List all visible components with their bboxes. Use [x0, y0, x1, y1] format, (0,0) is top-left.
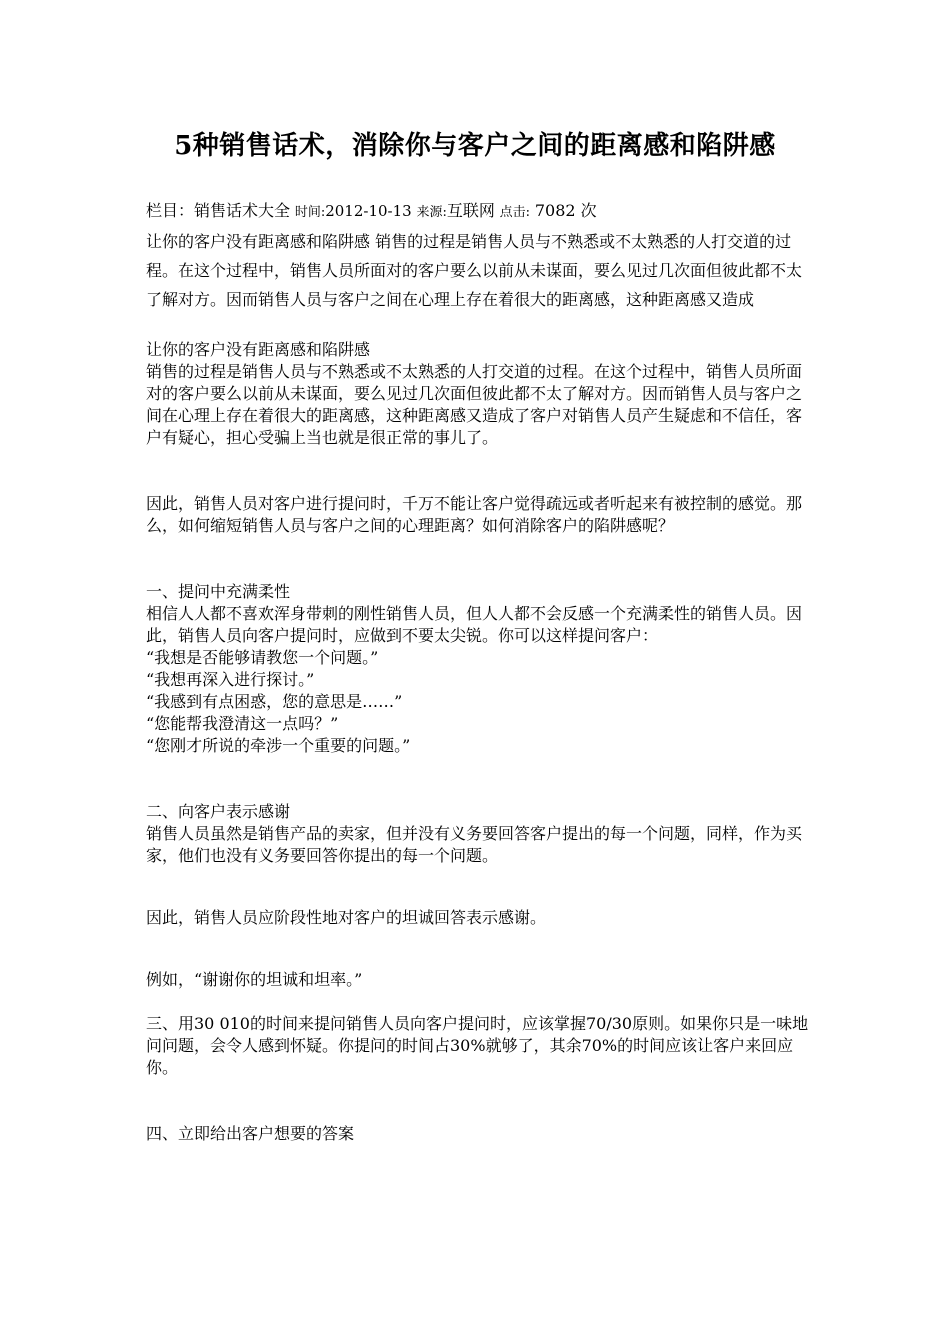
article-meta	[146, 199, 597, 225]
article-title: 5种销售话术，消除你与客户之间的距离感和陷阱感	[174, 131, 776, 161]
paragraph-5: 因此，销售人员应阶段性地对客户的坦诚回答表示感谢。	[146, 908, 547, 927]
paragraph-4: 二、向客户表示感谢 销售人员虽然是销售产品的卖家，但并没有义务要回答客户提出的每一个问题，同样，作为买家，他们也没有义务要回答你提出的每一个问题。	[146, 802, 803, 865]
source-value: 互联网	[446, 201, 495, 220]
clicks-value: 7082 次	[534, 201, 597, 220]
paragraph-1: 让你的客户没有距离感和陷阱感 销售的过程是销售人员与不熟悉或不太熟悉的人打交道的过程。在这个过程中，销售人员所面对的客户要么以前从未谋面，要么见过几次面但彼此都不太了解对方。因而销售人员与客户之间在心理上存在着很大的距离感，这种距离感又造成了客户对销售人员产生疑虑和不信任，客户有疑心，担心受骗上当也就是很正常的事儿了。	[146, 340, 803, 447]
source-label: 来源:	[416, 205, 447, 220]
paragraph-8: 四、立即给出客户想要的答案	[146, 1124, 355, 1143]
paragraph-7: 三、用30 010的时间来提问销售人员向客户提问时，应该掌握70/30原则。如果你只是一味地问问题，会令人感到怀疑。你提问的时间占30%就够了，其余70%的时间应该让客户来回应你。	[146, 1014, 809, 1077]
time-label: 时间:	[294, 205, 326, 220]
article-body	[146, 339, 810, 1145]
paragraph-6: 例如，“谢谢你的坦诚和坦率。”	[146, 970, 363, 989]
paragraph-2: 因此，销售人员对客户进行提问时，千万不能让客户觉得疏远或者听起来有被控制的感觉。那么，如何缩短销售人员与客户之间的心理距离？如何消除客户的陷阱感呢？	[146, 494, 803, 535]
clicks-label: 点击:	[499, 205, 531, 220]
paragraph-3: 一、提问中充满柔性 相信人人都不喜欢浑身带刺的刚性销售人员，但人人都不会反感一个充满柔性的销售人员。因此，销售人员向客户提问时，应做到不要太尖锐。你可以这样提问客户： “我想是否能够请教您一个问题。” “我想再深入进行探讨。” “我感到有点困惑，您的意思是……” “您能帮我澄清这一点吗？” “您刚才所说的牵涉一个重要的问题。”	[146, 582, 803, 755]
column-value[interactable]: 销售话术大全	[194, 201, 291, 220]
time-value: 2012-10-13	[325, 202, 412, 220]
column-label: 栏目：	[146, 201, 195, 220]
article-intro: 让你的客户没有距离感和陷阱感 销售的过程是销售人员与不熟悉或不太熟悉的人打交道的过程。在这个过程中，销售人员所面对的客户要么以前从未谋面，要么见过几次面但彼此都不太了解对方。因而销售人员与客户之间在心理上存在着很大的距离感，这种距离感又造成	[146, 232, 803, 309]
